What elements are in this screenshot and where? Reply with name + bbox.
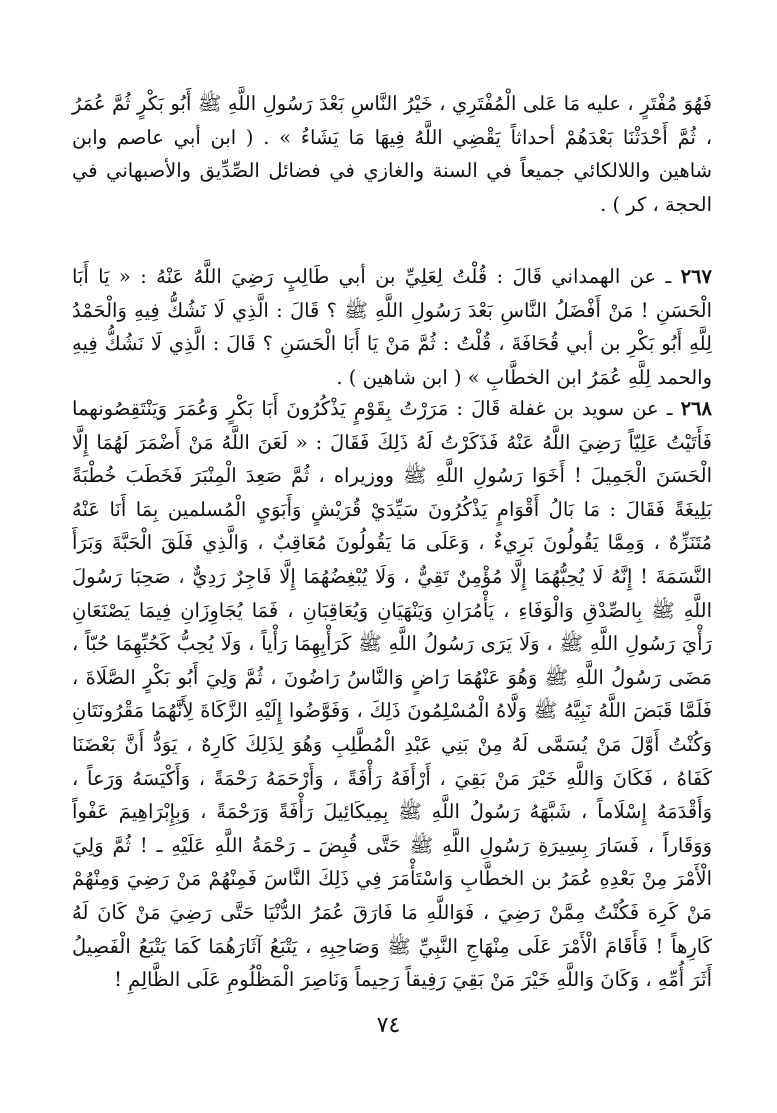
hadith-number: ٢٦٨ [680, 397, 712, 420]
hadith-268-paragraph [72, 392, 712, 997]
hadith-number: ٢٦٧ [680, 265, 712, 288]
continuation-paragraph: فَهُوَ مُفْتَرٍ ، عليه مَا عَلى الْمُفْتَرِي ، خَيْرُ النَّاسِ بَعْدَ رَسُولِ اللَّهِ ﷺ أَبُو بَكْرٍ ثُمَّ عُمَرُ ، ثُمَّ أَحْدَثْنَا بَعْدَهُمْ أحداثاً يَقْضِي اللَّهُ فِيهَا مَا يَشَاءُ » . ( ابن أبي عاصم وابن شاهين واللالكائي جميعاً في السنة والغازي في فضائل الصِّدِّيق والأصبهاني في الحجة ، كر ) . [72, 92, 712, 216]
hadith-267-paragraph [72, 260, 712, 394]
page-number: ٧٤ [376, 1013, 401, 1038]
hadith-text: ـ عن الهمداني قَالَ : قُلْتُ لِعَلِيِّ بن أبي طَالِبٍ رَضِيَ اللَّهُ عَنْهُ : « يَا أَبَا الْحَسَنِ ! مَنْ أَفْضَلُ النَّاسِ بَعْدَ رَسُولِ اللَّهِ ﷺ ؟ قَالَ : الَّذِي لَا نَشُكُّ فِيهِ وَالْحَمْدُ لِلَّهِ أَبُو بَكْرِ بن أبي قُحَافَةَ ، قُلْتُ : ثُمَّ مَنْ يَا أَبَا الْحَسَنِ ؟ قَالَ : الَّذِي لَا نَشُكُّ فِيهِ والحمد لِلَّهِ عُمَرُ ابن الخطَّابِ » ( ابن شاهين ) . [72, 265, 712, 389]
hadith-text: ـ عن سويد بن غفلة قَالَ : مَرَرْتُ بِقَوْمٍ يَذْكُرُونَ أَبَا بَكْرٍ وَعُمَرَ وَيَنْتَقِصُونهما فَأَتَيْتُ عَلِيّاً رَضِيَ اللَّهُ عَنْهُ فَذَكَرْتُ لَهُ ذَلِكَ فَقَالَ : « لَعَنَ اللَّهُ مَنْ أَضْمَرَ لَهُمَا إِلَّا الْحَسَنَ الْجَمِيلَ ! أَخَوَا رَسُولِ اللَّهِ ﷺ ووزيراه ، ثُمَّ صَعِدَ الْمِنْبَرَ فَخَطَبَ خُطْبَةً بَلِيغَةً فَقَالَ : مَا بَالُ أَقْوَامٍ يَذْكُرُونَ سَيِّدَيْ قُرَيْشٍ وَأَبَوَيِ الْمُسلمين بِمَا أَنَا عَنْهُ مُتَنَزِّهٌ ، وَمِمَّا يَقُولُونَ بَرِيءٌ ، وَعَلَى مَا يَقُولُونَ مُعَاقِبٌ ، وَالَّذِي فَلَقَ الْحَبَّةَ وَبَرَأَ النَّسَمَةَ ! إِنَّهُ لَا يُحِبُّهُمَا إِلَّا مُؤْمِنٌ تَقِيٌّ ، وَلَا يُبْغِضُهُمَا إِلَّا فَاجِرٌ رَدِيٌّ ، صَحِبَا رَسُولَ اللَّهِ ﷺ بِالصِّدْقِ وَالْوَفَاءِ ، يَأْمُرَانِ وَيَنْهَيَانِ وَيُعَاقِبَانِ ، فَمَا يُجَاوِزَانِ فِيمَا يَصْنَعَانِ رَأْيَ رَسُولِ اللَّهِ ﷺ ، وَلَا يَرَى رَسُولُ اللَّهِ ﷺ كَرَأْيِهِمَا رَأْياً ، وَلَا يُحِبُّ كَحُبِّهِمَا حُبّاً ، مَضَى رَسُولُ اللَّهِ ﷺ وَهُوَ عَنْهُمَا رَاضٍ وَالنَّاسُ رَاضُونَ ، ثُمَّ وَلِيَ أَبُو بَكْرٍ الصَّلَاةَ ، فَلَمَّا قَبَضَ اللَّهُ نَبِيَّهُ ﷺ وَلَّاهُ الْمُسْلِمُونَ ذَلِكَ ، وَفَوَّضُوا إِلَيْهِ الزَّكَاةَ لِأَنَّهُمَا مَقْرُونَتَانِ وَكُنْتُ أَوَّلَ مَنْ يُسَمَّى لَهُ مِنْ بَنِي عَبْدِ الْمُطَّلِبِ وَهُوَ لِذَلِكَ كَارِهٌ ، يَوَدُّ أَنَّ بَعْضَنَا كَفَاهُ ، فَكَانَ وَاللَّهِ خَيْرَ مَنْ بَقِيَ ، أَرْأَفَهُ رَأْفَةً ، وَأَرْحَمَهُ رَحْمَةً ، وَأَكْيَسَهُ وَرَعاً ، وَأَقْدَمَهُ إِسْلَاماً ، شَبَّهَهُ رَسُولُ اللَّهِ ﷺ بِمِيكَائِيلَ رَأْفَةً وَرَحْمَةً ، وَبِإِبْرَاهِيمَ عَفْواً وَوَقَاراً ، فَسَارَ بِسِيرَةِ رَسُولِ اللَّهِ ﷺ حَتَّى قُبِضَ ـ رَحْمَةُ اللَّهِ عَلَيْهِ ـ ! ثُمَّ وَلِيَ الْأَمْرَ مِنْ بَعْدِهِ عُمَرُ بن الخطَّابِ وَاسْتَأْمَرَ فِي ذَلِكَ النَّاسَ فَمِنْهُمْ مَنْ رَضِيَ وَمِنْهُمْ مَنْ كَرِهَ فَكُنْتُ مِمَّنْ رَضِيَ ، فَوَاللَّهِ مَا فَارَقَ عُمَرُ الدُّنْيَا حَتَّى رَضِيَ مَنْ كَانَ لَهُ كَارِهاً ! فَأَقَامَ الْأَمْرَ عَلَى مِنْهَاجِ النَّبِيِّ ﷺ وَصَاحِبِهِ ، يَتْبَعُ آثَارَهُمَا كَمَا يَتْبَعُ الْفَصِيلُ أَثَرَ أُمِّهِ ، وَكَانَ وَاللَّهِ خَيْرَ مَنْ بَقِيَ رَفِيقاً رَحِيماً وَنَاصِرَ الْمَظْلُومِ عَلَى الظَّالِمِ ! [72, 397, 712, 992]
